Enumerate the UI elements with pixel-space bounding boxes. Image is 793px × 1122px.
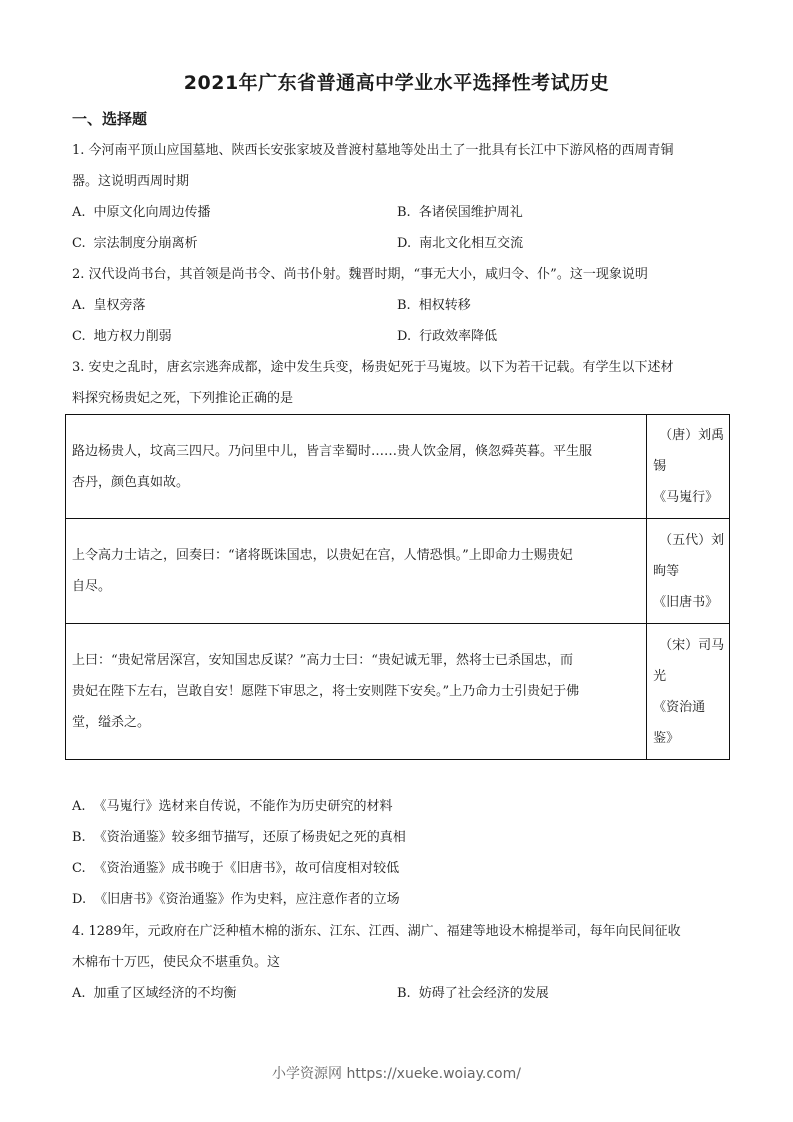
option-letter: A. [72,205,86,220]
question-text-line: 器。这说明西周时期 [72,174,190,189]
option-letter: C. [72,329,86,344]
option-b[interactable] [397,298,471,314]
option-text: 行政效率降低 [419,329,498,344]
excerpt-line: 上令高力士诘之，回奏曰：“诸将既诛国忠，以贵妃在宫，人情恐惧。”上即命力士赐贵妃 [72,548,573,563]
source-attribution [647,519,730,624]
attribution-line: （唐）刘禹 [659,428,725,443]
option-d[interactable] [397,329,497,345]
excerpt-line: 堂，缢杀之。 [72,715,151,730]
attribution-line: 锡 [653,459,667,474]
excerpt-line: 上曰：“贵妃常居深宫，安知国忠反谋？”高力士曰：“贵妃诚无罪，然将士已杀国忠，而 [72,653,573,668]
option-text: 中原文化向周边传播 [93,205,211,220]
option-text: 南北文化相互交流 [419,236,524,251]
option-a[interactable] [72,986,237,1002]
option-a[interactable] [72,799,393,815]
question-text-line: 3. 安史之乱时，唐玄宗逃奔成都，途中发生兵变，杨贵妃死于马嵬坡。以下为若干记载。有学生以下述材 [72,360,674,375]
question-text-line: 4. 1289年，元政府在广泛种植木棉的浙东、江东、江西、湖广、福建等地设木棉提举司，每年向民间征收 [72,924,681,939]
option-text: 皇权旁落 [93,298,146,313]
excerpt-line: 贵妃在陛下左右，岂敢自安！愿陛下审思之，将士安则陛下安矣。”上乃命力士引贵妃于佛 [72,684,580,699]
attribution-line: 《旧唐书》 [653,594,719,610]
option-text: 地方权力削弱 [93,329,172,344]
question-text-line: 木棉布十万匹，使民众不堪重负。这 [72,955,281,970]
attribution-line: 《资治通 [653,699,706,715]
attribution-line: 《马嵬行》 [653,490,719,505]
table-row [66,415,730,519]
question-text-line: 1. 今河南平顶山应国墓地、陕西长安张家坡及普渡村墓地等处出土了一批具有长江中下游风格的西周青铜 [72,143,674,158]
option-text: 《资治通鉴》较多细节描写，还原了杨贵妃之死的真相 [93,830,406,845]
source-table [65,414,730,760]
option-letter: C. [72,861,86,876]
option-letter: A. [72,986,86,1001]
option-letter: B. [397,298,411,313]
option-c[interactable] [72,861,399,877]
option-b[interactable] [397,986,549,1002]
source-excerpt [66,519,647,624]
option-letter: A. [72,298,86,313]
attribution-line: 鉴》 [653,730,680,746]
option-a[interactable] [72,205,211,221]
option-text: 宗法制度分崩离析 [93,236,198,251]
question-text-line: 2. 汉代设尚书台，其首领是尚书令、尚书仆射。魏晋时期，“事无大小，咸归令、仆”。这一现象说明 [72,267,648,282]
option-text: 《马嵬行》选材来自传说，不能作为历史研究的材料 [93,799,393,814]
attribution-line: 昫等 [653,563,680,579]
page-title: 2021年广东省普通高中学业水平选择性考试历史 [183,72,610,94]
option-text: 《旧唐书》《资治通鉴》作为史料，应注意作者的立场 [94,892,400,907]
source-attribution [647,624,730,760]
source-excerpt [66,624,647,760]
question-text-line: 料探究杨贵妃之死，下列推论正确的是 [72,391,294,406]
option-text: 相权转移 [418,298,471,313]
section-heading: 一、选择题 [72,110,148,128]
attribution-line: （五代）刘 [659,532,725,548]
option-text: 《资治通鉴》成书晚于《旧唐书》，故可信度相对较低 [93,861,400,876]
option-c[interactable] [72,236,198,252]
option-text: 各诸侯国维护周礼 [418,205,523,220]
option-b[interactable] [72,830,406,846]
excerpt-line: 杏丹，颜色真如故。 [72,474,190,490]
option-letter: B. [397,986,411,1001]
footer-watermark: 小学资源网 https://xueke.woiay.com/ [272,1066,521,1082]
source-excerpt [66,415,647,519]
attribution-line: （宋）司马 [659,637,725,653]
option-text: 妨碍了社会经济的发展 [418,986,549,1001]
option-c[interactable] [72,329,172,345]
option-d[interactable] [72,892,400,908]
option-d[interactable] [397,236,523,252]
excerpt-line: 自尽。 [72,579,112,594]
option-a[interactable] [72,298,146,314]
option-letter: C. [72,236,86,251]
option-letter: A. [72,799,86,814]
table-row [66,519,730,624]
option-text: 加重了区域经济的不均衡 [93,986,237,1001]
option-letter: D. [72,892,87,907]
option-letter: B. [72,830,86,845]
excerpt-line: 路边杨贵人，坟高三四尺。乃问里中儿，皆言幸蜀时……贵人饮金屑，倏忽舜英暮。平生服 [72,443,593,459]
option-letter: D. [397,236,412,251]
option-letter: D. [397,329,412,344]
option-letter: B. [397,205,411,220]
attribution-line: 光 [653,668,667,684]
option-b[interactable] [397,205,523,221]
source-attribution [647,415,730,519]
table-row [66,624,730,760]
